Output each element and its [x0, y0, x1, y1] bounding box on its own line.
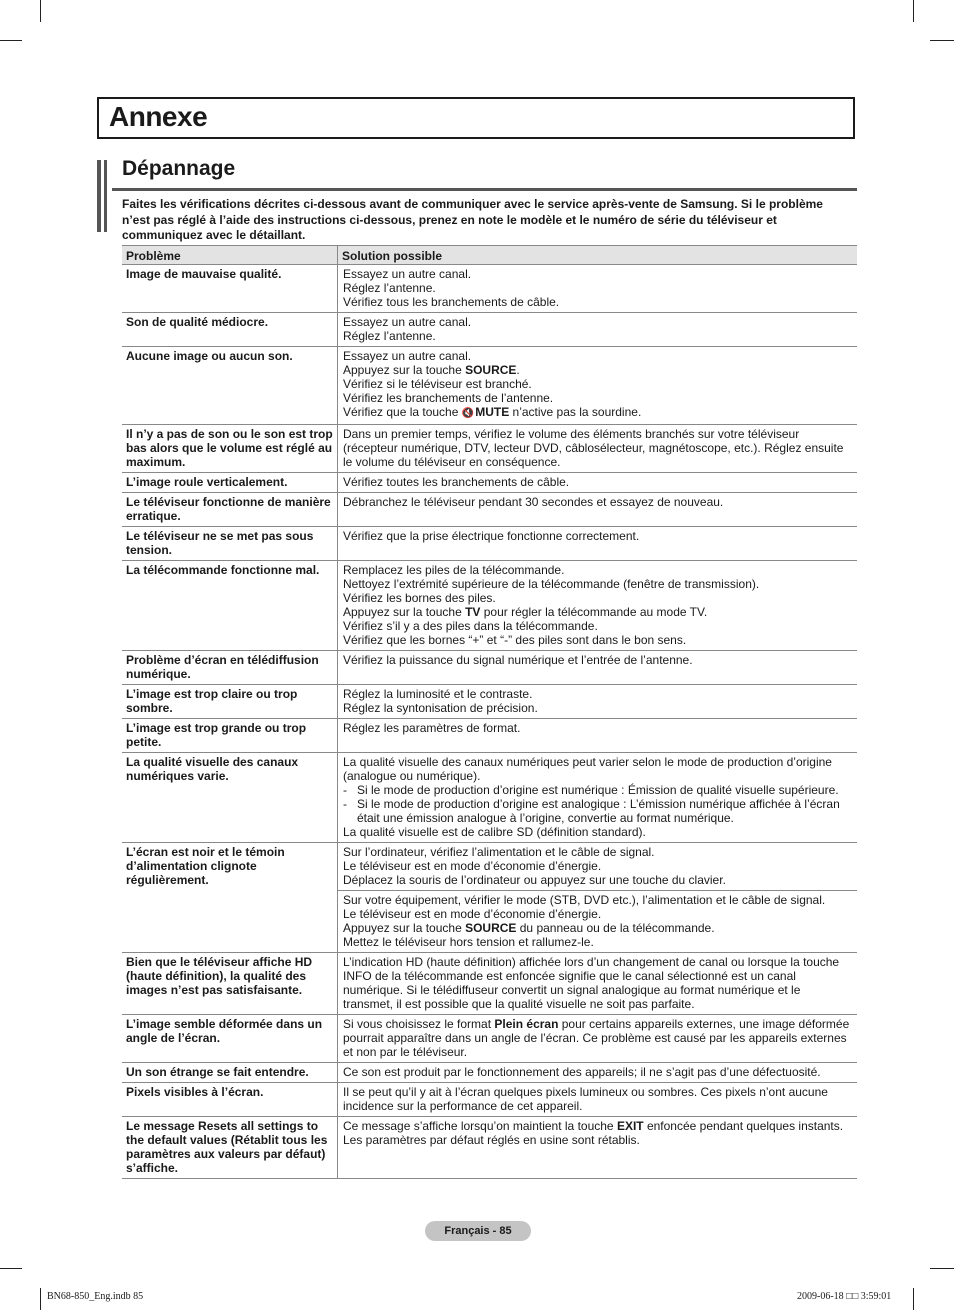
text-run: Réglez l’antenne.: [343, 281, 436, 295]
table-row: [122, 719, 857, 753]
text-run: Essayez un autre canal.: [343, 267, 472, 281]
solution-cell: [338, 843, 858, 891]
text-run: Si vous choisissez le format: [343, 1017, 495, 1031]
table-row: [122, 425, 857, 473]
solution-line: [343, 1065, 853, 1079]
key-name: TV: [465, 605, 481, 619]
solution-line: [343, 377, 853, 391]
solution-line: [343, 721, 853, 735]
text-run: Essayez un autre canal.: [343, 315, 472, 329]
text-run: du panneau ou de la télécommande.: [516, 921, 715, 935]
solution-line: [343, 295, 853, 309]
solution-cell: [338, 425, 858, 473]
solution-cell: [338, 1117, 858, 1179]
problem-cell: Image de mauvaise qualité.: [122, 265, 338, 313]
table-row: [122, 651, 857, 685]
solution-line: [343, 349, 853, 363]
text-run: Vérifiez tous les branchements de câble.: [343, 295, 560, 309]
problem-cell: Bien que le téléviseur affiche HD (haute définition), la qualité des images n’est pas satisfaisante.: [122, 953, 338, 1015]
text-run: Essayez un autre canal.: [343, 349, 472, 363]
text-run: Déplacez la souris de l’ordinateur ou appuyez sur une touche du clavier.: [343, 873, 726, 887]
solution-line: [343, 1017, 853, 1059]
column-header-solution: Solution possible: [338, 246, 858, 265]
text-run: pour certains appareils externes, une image déformée pourrait apparaître dans un angle de l’écran. Ce problème est causé par les appareils externes et non par le téléviseur.: [343, 1017, 850, 1059]
text-run: Vérifiez que les bornes “+” et “-” des piles sont dans le bon sens.: [343, 633, 687, 647]
solution-line: [343, 391, 853, 405]
solution-cell: [338, 891, 858, 953]
text-run: Sur l’ordinateur, vérifiez l’alimentation et le câble de signal.: [343, 845, 655, 859]
solution-line: [343, 363, 853, 377]
crop-mark: [0, 1268, 22, 1269]
troubleshooting-table: [122, 245, 857, 1179]
crop-mark: [40, 1288, 41, 1310]
key-name: SOURCE: [465, 363, 517, 377]
text-run: n’active pas la sourdine.: [509, 405, 642, 419]
text-run: L’indication HD (haute définition) affichée lors d’un changement de canal ou lorsque la touche INFO de la télécommande est enfoncée signifie que le canal sélectionné est un canal numérique. Si le télédiffuseur convertit un signal analogique au format numérique et le transmet, il est possible que la qualité visuelle ne soit pas parfaite.: [343, 955, 840, 1011]
section-marker: [104, 160, 107, 232]
crop-mark: [0, 40, 22, 41]
text-run: Le téléviseur est en mode d’économie d’énergie.: [343, 907, 602, 921]
solution-cell: [338, 265, 858, 313]
table-row: [122, 1083, 857, 1117]
text-run: Réglez la luminosité et le contraste.: [343, 687, 533, 701]
key-name: MUTE: [475, 405, 510, 419]
text-run: Vérifiez que la touche: [343, 405, 462, 419]
text-run: Vérifiez si le téléviseur est branché.: [343, 377, 532, 391]
problem-cell: L’image semble déformée dans un angle de l’écran.: [122, 1015, 338, 1063]
table-row: [122, 473, 857, 493]
solution-line: [343, 825, 853, 839]
solution-cell: [338, 753, 858, 843]
text-run: Vérifiez s’il y a des piles dans la télécommande.: [343, 619, 598, 633]
problem-cell: Pixels visibles à l’écran.: [122, 1083, 338, 1117]
dash-bullet: -: [343, 783, 347, 797]
solution-line: [343, 529, 853, 543]
table-row: [122, 953, 857, 1015]
table-row: [122, 685, 857, 719]
table-row: [122, 265, 857, 313]
text-run: Les paramètres par défaut réglés en usine sont rétablis.: [343, 1133, 640, 1147]
solution-line: [343, 591, 853, 605]
problem-cell: La qualité visuelle des canaux numériques varie.: [122, 753, 338, 843]
text-run: Si le mode de production d’origine est numérique : Émission de qualité visuelle supérieure.: [357, 783, 839, 797]
page-title: Annexe: [109, 101, 208, 132]
section-title: Dépannage: [122, 157, 236, 180]
key-name: Plein écran: [494, 1017, 559, 1031]
solution-line: [343, 907, 853, 921]
dash-bullet: -: [343, 797, 347, 811]
text-run: Le téléviseur est en mode d’économie d’énergie.: [343, 859, 602, 873]
solution-cell: [338, 953, 858, 1015]
solution-line: [343, 315, 853, 329]
text-run: Il se peut qu’il y ait à l’écran quelques pixels lumineux ou sombres. Ces pixels n’ont aucune incidence sur la performance de cet appareil.: [343, 1085, 828, 1113]
problem-cell: Son de qualité médiocre.: [122, 313, 338, 347]
text-run: Dans un premier temps, vérifiez le volume des éléments branchés sur votre téléviseur (récepteur numérique, DTV, lecteur DVD, câblosélecteur, magnétoscope, etc.). Réglez ensuite le volume du téléviseur en conséquence.: [343, 427, 844, 469]
text-run: Débranchez le téléviseur pendant 30 secondes et essayez de nouveau.: [343, 495, 724, 509]
solution-line: [343, 1119, 853, 1133]
intro-paragraph: Faites les vérifications décrites ci-dessous avant de communiquer avec le service après-vente de Samsung. Si le problème n’est pas réglé à l’aide des instructions ci-dessous, prenez en note le modèle et le numéro de série du téléviseur et communiquez avec le détaillant.: [122, 197, 823, 242]
problem-cell: Le téléviseur fonctionne de manière erratique.: [122, 493, 338, 527]
solution-line: [343, 605, 853, 619]
solution-cell: [338, 473, 858, 493]
solution-line: [343, 329, 853, 343]
text-run: Vérifiez la puissance du signal numérique et l’entrée de l’antenne.: [343, 653, 693, 667]
text-run: Si le mode de production d’origine est analogique : L’émission numérique affichée à l’écran était une émission analogue à l’origine, convertie au format numérique.: [357, 797, 840, 825]
solution-bullet: [343, 797, 853, 825]
solution-line: [343, 935, 853, 949]
table-header-row: [122, 246, 857, 265]
column-header-problem: Problème: [122, 246, 338, 265]
text-run: Appuyez sur la touche: [343, 921, 466, 935]
text-run: Vérifiez que la prise électrique fonctionne correctement.: [343, 529, 640, 543]
text-run: Vérifiez les bornes des piles.: [343, 591, 496, 605]
table-row: [122, 347, 857, 425]
key-name: EXIT: [616, 1119, 644, 1133]
text-run: Réglez la syntonisation de précision.: [343, 701, 538, 715]
text-run: Appuyez sur la touche: [343, 363, 466, 377]
solution-line: [343, 921, 853, 935]
solution-line: [343, 755, 853, 783]
text-run: Sur votre équipement, vérifier le mode (STB, DVD etc.), l’alimentation et le câble de signal.: [343, 893, 826, 907]
solution-line: [343, 701, 853, 715]
solution-cell: [338, 493, 858, 527]
problem-cell: L’image roule verticalement.: [122, 473, 338, 493]
problem-cell: Il n’y a pas de son ou le son est trop bas alors que le volume est réglé au maximum.: [122, 425, 338, 473]
text-run: .: [516, 363, 520, 377]
section-marker: [97, 160, 101, 232]
solution-line: [343, 873, 853, 887]
solution-cell: [338, 685, 858, 719]
table-row: [122, 527, 857, 561]
text-run: Réglez l’antenne.: [343, 329, 436, 343]
text-run: La qualité visuelle des canaux numériques peut varier selon le mode de production d’origine (analogue ou numérique).: [343, 755, 832, 783]
key-name: SOURCE: [465, 921, 517, 935]
solution-line: [343, 653, 853, 667]
solution-cell: [338, 719, 858, 753]
table-row: [122, 313, 857, 347]
solution-cell: [338, 527, 858, 561]
solution-line: [343, 1085, 853, 1113]
text-run: Nettoyez l’extrémité supérieure de la télécommande (fenêtre de transmission).: [343, 577, 760, 591]
text-run: Appuyez sur la touche: [343, 605, 466, 619]
solution-line: [343, 845, 853, 859]
text-run: pour régler la télécommande au mode TV.: [480, 605, 708, 619]
table-row: [122, 843, 857, 891]
solution-line: [343, 563, 853, 577]
print-slug-date: 2009-06-18 □□ 3:59:01: [797, 1291, 892, 1302]
solution-line: [343, 475, 853, 489]
problem-cell: La télécommande fonctionne mal.: [122, 561, 338, 651]
table-row: [122, 1117, 857, 1179]
solution-cell: [338, 313, 858, 347]
problem-cell: L’image est trop claire ou trop sombre.: [122, 685, 338, 719]
text-run: La qualité visuelle est de calibre SD (définition standard).: [343, 825, 646, 839]
problem-cell: Le téléviseur ne se met pas sous tension.: [122, 527, 338, 561]
solution-line: [343, 955, 853, 1011]
solution-line: [343, 893, 853, 907]
crop-mark: [913, 0, 914, 22]
solution-cell: [338, 347, 858, 425]
problem-cell: L’image est trop grande ou trop petite.: [122, 719, 338, 753]
text-run: Vérifiez les branchements de l’antenne.: [343, 391, 554, 405]
text-run: Réglez les paramètres de format.: [343, 721, 521, 735]
problem-cell: Un son étrange se fait entendre.: [122, 1063, 338, 1083]
crop-mark: [40, 0, 41, 22]
solution-cell: [338, 1015, 858, 1063]
table-row: [122, 1063, 857, 1083]
problem-cell: Problème d’écran en télédiffusion numérique.: [122, 651, 338, 685]
table-row: [122, 1015, 857, 1063]
solution-line: [343, 281, 853, 295]
table-row: [122, 561, 857, 651]
solution-line: [343, 405, 853, 421]
solution-line: [343, 1133, 853, 1147]
text-run: Vérifiez toutes les branchements de câble.: [343, 475, 570, 489]
table-row: [122, 753, 857, 843]
solution-line: [343, 633, 853, 647]
solution-cell: [338, 1063, 858, 1083]
text-run: Mettez le téléviseur hors tension et rallumez-le.: [343, 935, 594, 949]
solution-line: [343, 495, 853, 509]
section-divider: [112, 188, 857, 191]
page-number-badge: Français - 85: [425, 1221, 531, 1241]
solution-cell: [338, 1083, 858, 1117]
table-body: [122, 265, 857, 1179]
problem-cell: Aucune image ou aucun son.: [122, 347, 338, 425]
mute-icon: 🔇: [461, 408, 475, 419]
text-run: Ce message s’affiche lorsqu’on maintient la touche: [343, 1119, 617, 1133]
print-slug-file: BN68-850_Eng.indb 85: [47, 1291, 144, 1302]
text-run: Ce son est produit par le fonctionnement des appareils; il ne s’agit pas d’une défectuosité.: [343, 1065, 821, 1079]
solution-line: [343, 619, 853, 633]
solution-line: [343, 427, 853, 469]
crop-mark: [930, 40, 954, 41]
crop-mark: [930, 1268, 954, 1269]
solution-line: [343, 267, 853, 281]
text-run: Remplacez les piles de la télécommande.: [343, 563, 565, 577]
solution-line: [343, 859, 853, 873]
solution-bullet: [343, 783, 853, 797]
annexe-header-box: [97, 97, 855, 139]
table-row: [122, 493, 857, 527]
solution-line: [343, 577, 853, 591]
problem-cell: Le message Resets all settings to the default values (Rétablit tous les paramètres aux valeurs par défaut) s’affiche.: [122, 1117, 338, 1179]
solution-cell: [338, 561, 858, 651]
problem-cell: L’écran est noir et le témoin d’alimentation clignote régulièrement.: [122, 843, 338, 953]
crop-mark: [913, 1288, 914, 1310]
solution-cell: [338, 651, 858, 685]
text-run: enfoncée pendant quelques instants.: [643, 1119, 844, 1133]
solution-line: [343, 687, 853, 701]
